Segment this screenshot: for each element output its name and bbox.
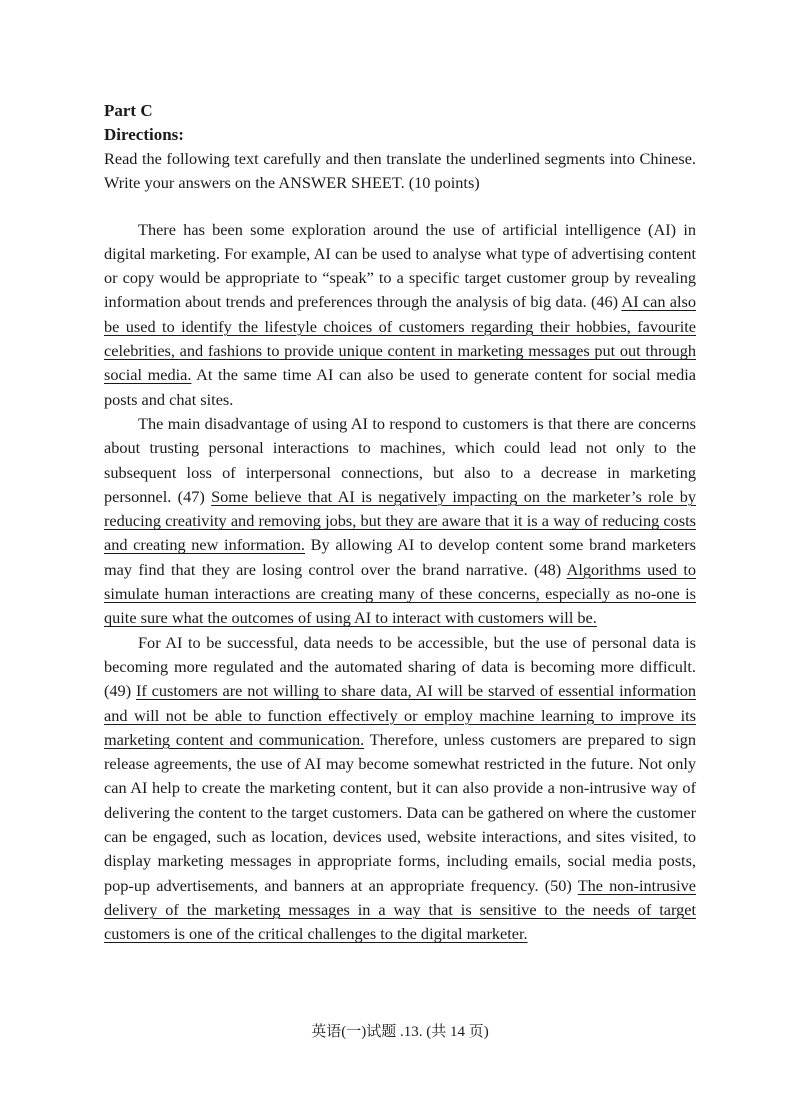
part-c-section (104, 99, 696, 947)
passage-paragraph-2 (104, 412, 696, 631)
paragraph-3-text-b: Therefore, unless customers are prepared to sign release agreements, the use of AI may become somewhat restricted in the future. Not only can AI help to create the marketing content, but it can also provide a non-intrusive way of delivering the content to the target customers. Data can be gathered on where the customer can be engaged, such as location, devices used, website interactions, and sites visited, to display marketing messages in appropriate forms, including emails, social media posts, pop-up advertisements, and banners at an appropriate frequency. (50) (104, 729, 696, 895)
directions-text: Read the following text carefully and then translate the underlined segments into Chinese. Write your answers on the ANSWER SHEET. (10 points) (104, 149, 696, 193)
underlined-segment-48: Algorithms used to simulate human interactions are creating many of these concerns, especially as no-one is quite sure what the outcomes of using AI to interact with customers will be. (104, 559, 696, 628)
paragraph-1-text-a: There has been some exploration around the use of artificial intelligence (AI) in digital marketing. For example, AI can be used to analyse what type of advertising content or copy would be appropriate to “speak” to a specific target customer group by revealing information about trends and preferences through the analysis of big data. (46) (104, 219, 696, 312)
page-footer: 英语(一)试题 .13. (共 14 页) (311, 1024, 489, 1040)
paragraph-1-text-b: At the same time AI can also be used to generate content for social media posts and chat sites. (104, 365, 696, 409)
paragraph-3-text-a: For AI to be successful, data needs to be accessible, but the use of personal data is becoming more regulated and the automated sharing of data is becoming more difficult. (49) (104, 632, 696, 701)
part-title: Part C (104, 101, 153, 120)
underlined-segment-47: Some believe that AI is negatively impacting on the marketer’s role by reducing creativity and removing jobs, but they are aware that it is a way of reducing costs and creating new information. (104, 486, 697, 555)
underlined-segment-49: If customers are not willing to share data, AI will be starved of essential information and will not be able to function effectively or employ machine learning to improve its marketing content and communication. (104, 681, 696, 749)
paragraph-2-text-b: By allowing AI to develop content some brand marketers may find that they are losing control over the brand narrative. (48) (104, 535, 696, 579)
directions-label: Directions (104, 125, 179, 144)
paragraph-2-text-a: The main disadvantage of using AI to respond to customers is that there are concerns about trusting personal interactions to machines, which could lead not only to the subsequent loss of interpersonal connections, but also to a decrease in marketing personnel. (47) (104, 413, 696, 506)
underlined-segment-50: The non-intrusive delivery of the marketing messages in a way that is sensitive to the needs of target customers is one of the critical challenges to the digital marketer. (104, 875, 696, 944)
underlined-segment-46: AI can also be used to identify the lifestyle choices of customers regarding their hobbies, favourite celebrities, and fashions to provide unique content in marketing messages put out through social media. (104, 292, 697, 385)
directions-colon: : (178, 125, 184, 144)
directions-heading (104, 123, 696, 147)
passage-paragraph-1 (104, 218, 696, 412)
passage-paragraph-3 (104, 631, 696, 947)
